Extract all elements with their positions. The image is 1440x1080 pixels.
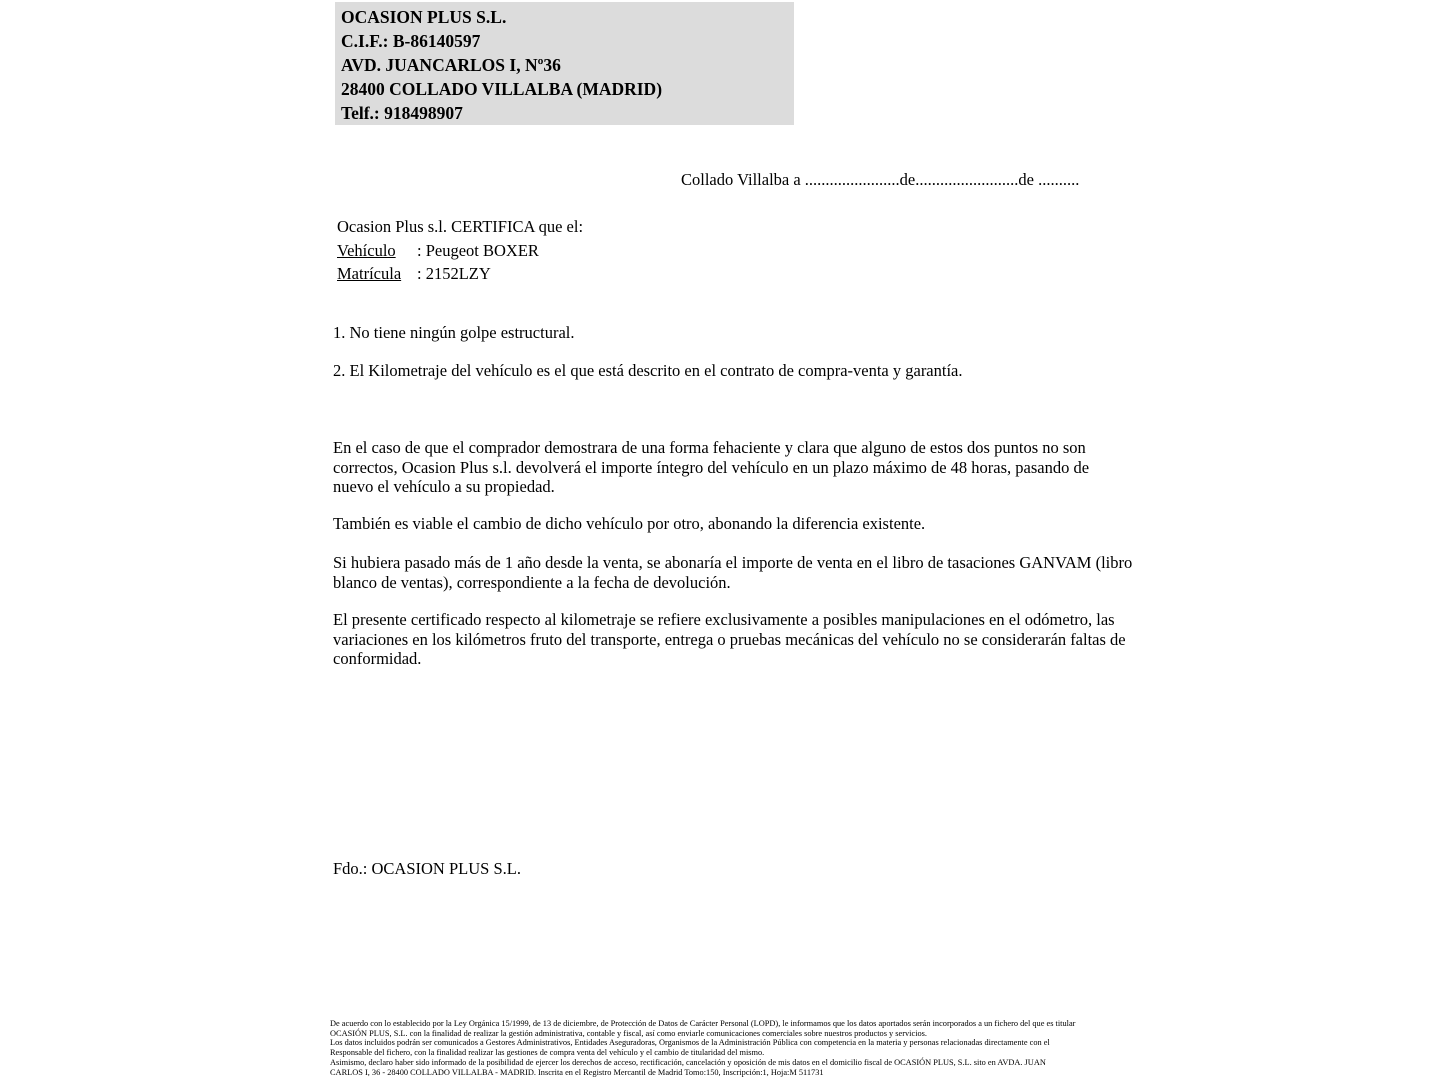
legal-line-3: Los datos incluidos podrán ser comunicados a Gestores Administrativos, Entidades Aseguradoras, Organismos de la Administración Pública con competencia en la materia y personas relacionadas directamente con el xyxy=(330,1037,1050,1048)
company-phone: Telf.: 918498907 xyxy=(341,103,463,123)
vehicle-row xyxy=(337,239,583,263)
plate-label: Matrícula xyxy=(337,264,402,283)
certify-block xyxy=(337,215,583,286)
vehicle-value: : Peugeot BOXER xyxy=(417,240,539,260)
paragraph-exchange-option: También es viable el cambio de dicho vehículo por otro, abonando la diferencia existente. xyxy=(333,514,926,533)
legal-line-5: Asimismo, declaro haber sido informado de la posibilidad de ejercer los derechos de acceso, rectificación, cancelación y oposición de mis datos en el domicilio fiscal de OCASIÓN PLUS, S.L. sito en AVDA. JUAN xyxy=(330,1056,1046,1067)
vehicle-label: Vehículo xyxy=(337,240,396,260)
legal-line-4: Responsable del fichero, con la finalidad realizar las gestiones de compra venta del vehículo y el cambio de titularidad del mismo. xyxy=(330,1047,765,1058)
point-mileage: 2. El Kilometraje del vehículo es el que está descrito en el contrato de compra-venta y garantía. xyxy=(333,361,963,380)
point-structural-damage: 1. No tiene ningún golpe estructural. xyxy=(333,323,575,342)
company-header-box xyxy=(335,2,794,125)
company-city: 28400 COLLADO VILLALBA (MADRID) xyxy=(341,79,663,99)
legal-line-6: CARLOS I, 36 - 28400 COLLADO VILLALBA - MADRID. Inscrita en el Registro Mercantil de Madrid Tomo:150, Inscripción:1, Hoja:M 511731 xyxy=(330,1066,824,1077)
legal-notice xyxy=(330,1019,1075,1077)
company-name: OCASION PLUS S.L. xyxy=(341,7,507,27)
paragraph-ganvam-valuation: Si hubiera pasado más de 1 año desde la venta, se abonaría el importe de venta en el libro de tasaciones GANVAM (libro blanco de ventas), correspondiente a la fecha de devolución. xyxy=(333,553,1133,592)
legal-line-1: De acuerdo con lo establecido por la Ley Orgánica 15/1999, de 13 de diciembre, de Protección de Datos de Carácter Personal (LOPD), le informamos que los datos aportados serán incorporados a un fichero del que es titular xyxy=(330,1018,1076,1028)
signature-line: Fdo.: OCASION PLUS S.L. xyxy=(333,859,521,878)
certify-intro: Ocasion Plus s.l. CERTIFICA que el: xyxy=(337,217,584,236)
plate-row xyxy=(337,262,583,286)
company-address: AVD. JUANCARLOS I, Nº36 xyxy=(341,55,561,75)
company-cif: C.I.F.: B-86140597 xyxy=(341,31,481,51)
paragraph-odometer-disclaimer: El presente certificado respecto al kilometraje se refiere exclusivamente a posibles manipulaciones en el odómetro, las variaciones en los kilómetros fruto del transporte, entrega o pruebas mecánicas del vehículo no se considerarán faltas de conformidad. xyxy=(333,610,1126,668)
date-fill-in-line: Collado Villalba a .......................de.........................de .......... xyxy=(681,170,1080,189)
legal-line-2: OCASIÓN PLUS, S.L. con la finalidad de realizar la gestión administrativa, contable y fiscal, así como enviarle comunicaciones comerciales sobre nuestros productos y servicios. xyxy=(330,1027,928,1038)
paragraph-refund-terms: En el caso de que el comprador demostrara de una forma fehaciente y clara que alguno de estos dos puntos no son correctos, Ocasion Plus s.l. devolverá el importe íntegro del vehículo en un plazo máximo de 48 horas, pasando de nuevo el vehículo a su propiedad. xyxy=(333,438,1090,496)
plate-value: : 2152LZY xyxy=(417,264,491,283)
